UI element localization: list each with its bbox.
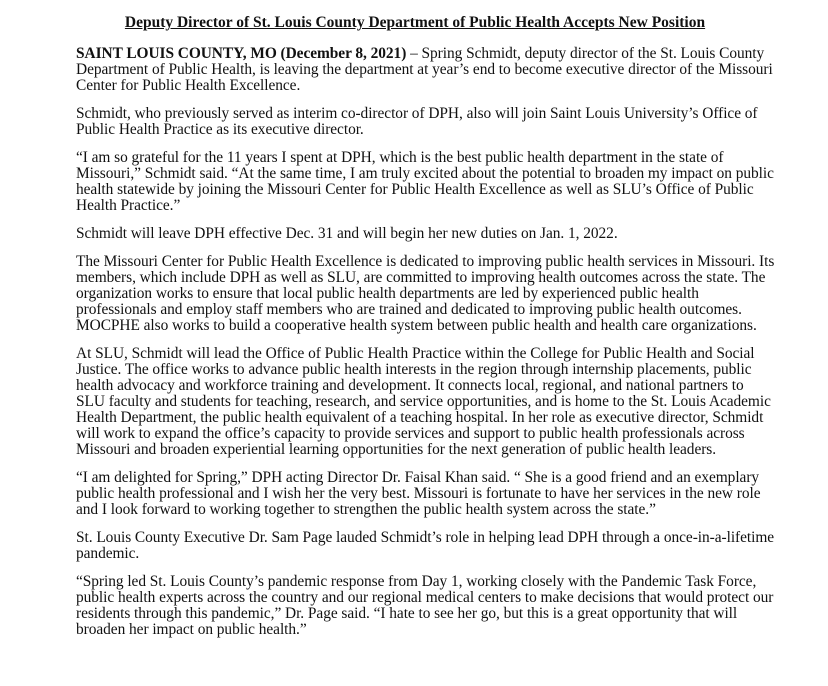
paragraph-7: “I am delighted for Spring,” DPH acting Director Dr. Faisal Khan said. “ She is a good friend and an exemplary public health professional and I wish her the very best. Missouri is fortunate to have her services in the new role and I look forward to working together to strengthen the public health system across the state.” bbox=[76, 469, 761, 518]
dateline: SAINT LOUIS COUNTY, MO (December 8, 2021) bbox=[76, 45, 407, 62]
paragraph-lead bbox=[76, 46, 776, 94]
headline: Deputy Director of St. Louis County Department of Public Health Accepts New Position bbox=[124, 14, 706, 31]
paragraph-8: St. Louis County Executive Dr. Sam Page lauded Schmidt’s role in helping lead DPH through a once-in-a-lifetime pandemic. bbox=[76, 529, 775, 562]
paragraph-2: Schmidt, who previously served as interim co-director of DPH, also will join Saint Louis University’s Office of Public Health Practice as its executive director. bbox=[76, 105, 758, 138]
paragraph-3: “I am so grateful for the 11 years I spent at DPH, which is the best public health department in the state of Missouri,” Schmidt said. “At the same time, I am truly excited about the potential to broaden my impact on public health statewide by joining the Missouri Center for Public Health Excellence as well as SLU’s Office of Public Health Practice.” bbox=[76, 149, 774, 214]
paragraph-5: The Missouri Center for Public Health Excellence is dedicated to improving public health services in Missouri. Its members, which include DPH as well as SLU, are committed to improving health outcomes across the state. The organization works to ensure that local public health departments are led by experienced public health professionals and employ staff members who are trained and dedicated to improving public health outcomes. MOCPHE also works to build a cooperative health system between public health and health care organizations. bbox=[76, 253, 775, 334]
paragraph-6: At SLU, Schmidt will lead the Office of Public Health Practice within the College for Public Health and Social Justice. The office works to advance public health interests in the region through internship placements, public health advocacy and workforce training and development. It connects local, regional, and national partners to SLU faculty and students for teaching, research, and service opportunities, and is home to the St. Louis Academic Health Department, the public health equivalent of a teaching hospital. In her role as executive director, Schmidt will work to expand the office’s capacity to provide services and support to public health professionals across Missouri and broaden experiential learning opportunities for the next generation of public health leaders. bbox=[76, 345, 771, 458]
paragraph-4: Schmidt will leave DPH effective Dec. 31 and will begin her new duties on Jan. 1, 2022. bbox=[76, 225, 618, 242]
paragraph-9: “Spring led St. Louis County’s pandemic response from Day 1, working closely with the Pandemic Task Force, public health experts across the country and our regional medical centers to make decisions that would protect our residents through this pandemic,” Dr. Page said. “I hate to see her go, but this is a great opportunity that will broaden her impact on public health.” bbox=[76, 573, 774, 638]
lead-text: – Spring Schmidt, deputy director of the St. Louis County Department of Public Health, is leaving the department at year’s end to become executive director of the Missouri Center for Public Health Excellence. bbox=[76, 45, 773, 94]
